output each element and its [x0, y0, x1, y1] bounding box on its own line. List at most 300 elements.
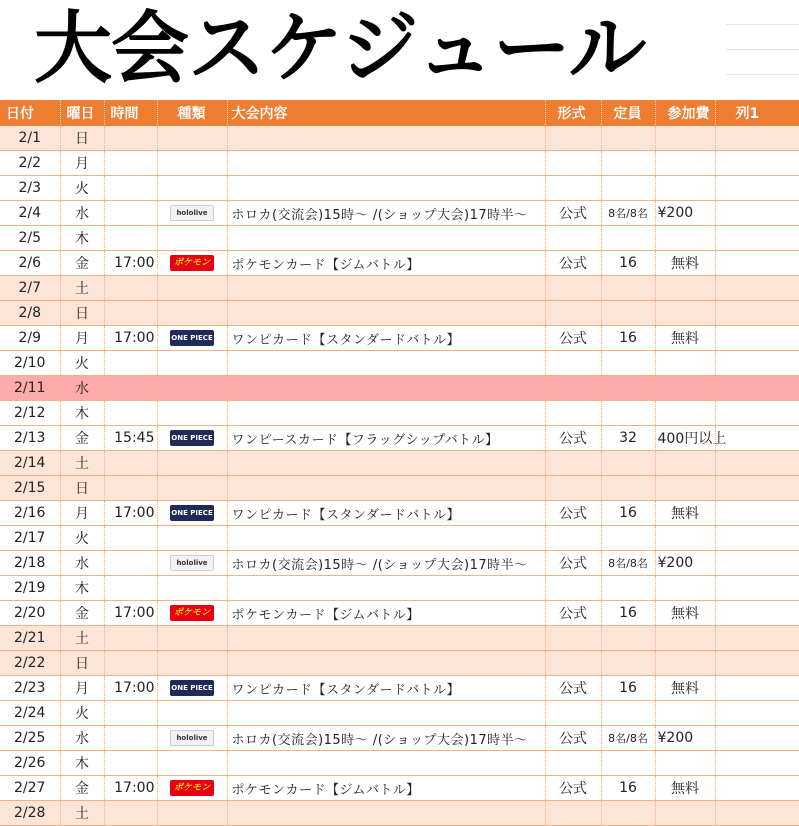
capacity-cell[interactable]: [601, 226, 655, 251]
format-cell[interactable]: [545, 126, 601, 151]
date-cell[interactable]: 2/28: [0, 801, 60, 826]
col1-cell[interactable]: [715, 601, 799, 626]
day-cell[interactable]: 火: [60, 701, 104, 726]
day-cell[interactable]: 土: [60, 276, 104, 301]
content-cell[interactable]: [227, 451, 545, 476]
date-cell[interactable]: 2/12: [0, 401, 60, 426]
content-cell[interactable]: ポケモンカード【ジムバトル】: [227, 601, 545, 626]
type-cell[interactable]: [157, 576, 227, 601]
col1-cell[interactable]: [715, 351, 799, 376]
type-cell[interactable]: [157, 751, 227, 776]
col1-cell[interactable]: [715, 176, 799, 201]
format-cell[interactable]: [545, 701, 601, 726]
content-cell[interactable]: ワンピカード【スタンダードバトル】: [227, 326, 545, 351]
pokemon-logo-icon: ポケモン: [170, 605, 214, 621]
fee-cell[interactable]: 無料: [655, 601, 715, 626]
time-cell[interactable]: [104, 576, 157, 601]
fee-cell[interactable]: ¥200: [655, 551, 715, 576]
date-cell[interactable]: 2/15: [0, 476, 60, 501]
time-cell[interactable]: [104, 626, 157, 651]
time-cell[interactable]: [104, 451, 157, 476]
date-cell[interactable]: 2/1: [0, 126, 60, 151]
time-cell[interactable]: [104, 751, 157, 776]
format-cell[interactable]: 公式: [545, 426, 601, 451]
type-cell[interactable]: [157, 226, 227, 251]
capacity-cell[interactable]: [601, 476, 655, 501]
capacity-cell[interactable]: 32: [601, 426, 655, 451]
type-cell[interactable]: [157, 426, 227, 451]
type-cell[interactable]: [157, 201, 227, 226]
time-cell[interactable]: [104, 526, 157, 551]
format-cell[interactable]: [545, 176, 601, 201]
format-cell[interactable]: [545, 451, 601, 476]
time-cell[interactable]: [104, 351, 157, 376]
col1-cell[interactable]: [715, 576, 799, 601]
col1-cell[interactable]: [715, 726, 799, 751]
day-cell[interactable]: 金: [60, 251, 104, 276]
content-cell[interactable]: [227, 751, 545, 776]
type-cell[interactable]: [157, 801, 227, 826]
time-cell[interactable]: [104, 376, 157, 401]
capacity-cell[interactable]: [601, 751, 655, 776]
format-cell[interactable]: [545, 626, 601, 651]
content-cell[interactable]: [227, 651, 545, 676]
type-cell[interactable]: [157, 526, 227, 551]
day-cell[interactable]: 月: [60, 151, 104, 176]
format-cell[interactable]: 公式: [545, 726, 601, 751]
date-cell[interactable]: 2/4: [0, 201, 60, 226]
time-cell[interactable]: [104, 226, 157, 251]
fee-cell[interactable]: [655, 376, 715, 401]
type-cell[interactable]: [157, 301, 227, 326]
content-cell[interactable]: [227, 801, 545, 826]
time-cell[interactable]: [104, 301, 157, 326]
table-row: [0, 701, 799, 726]
table-row: [0, 776, 799, 801]
col1-cell[interactable]: [715, 401, 799, 426]
type-cell[interactable]: [157, 176, 227, 201]
table-row: [0, 176, 799, 201]
table-row: [0, 651, 799, 676]
type-cell[interactable]: [157, 501, 227, 526]
capacity-cell[interactable]: 16: [601, 601, 655, 626]
fee-cell[interactable]: [655, 176, 715, 201]
date-cell[interactable]: 2/21: [0, 626, 60, 651]
day-cell[interactable]: 日: [60, 651, 104, 676]
time-cell[interactable]: [104, 801, 157, 826]
format-cell[interactable]: [545, 476, 601, 501]
col1-cell[interactable]: [715, 651, 799, 676]
day-cell[interactable]: 土: [60, 626, 104, 651]
time-cell[interactable]: 17:00: [104, 776, 157, 801]
date-cell[interactable]: 2/18: [0, 551, 60, 576]
type-cell[interactable]: [157, 276, 227, 301]
day-cell[interactable]: 土: [60, 451, 104, 476]
type-cell[interactable]: [157, 351, 227, 376]
table-row: [0, 626, 799, 651]
date-cell[interactable]: 2/2: [0, 151, 60, 176]
content-cell[interactable]: [227, 376, 545, 401]
day-cell[interactable]: 日: [60, 476, 104, 501]
content-cell[interactable]: [227, 226, 545, 251]
table-row: [0, 301, 799, 326]
col1-cell[interactable]: [715, 626, 799, 651]
day-cell[interactable]: 木: [60, 751, 104, 776]
date-cell[interactable]: 2/14: [0, 451, 60, 476]
content-cell[interactable]: [227, 401, 545, 426]
table-row: [0, 601, 799, 626]
fee-cell[interactable]: [655, 801, 715, 826]
capacity-cell[interactable]: [601, 451, 655, 476]
col1-cell[interactable]: [715, 676, 799, 701]
content-cell[interactable]: [227, 701, 545, 726]
time-cell[interactable]: [104, 551, 157, 576]
header-col1[interactable]: 列1: [715, 100, 799, 126]
format-cell[interactable]: 公式: [545, 201, 601, 226]
format-cell[interactable]: [545, 301, 601, 326]
type-cell[interactable]: [157, 651, 227, 676]
table-row: [0, 276, 799, 301]
format-cell[interactable]: 公式: [545, 501, 601, 526]
capacity-cell[interactable]: [601, 176, 655, 201]
table-row: [0, 526, 799, 551]
date-cell[interactable]: 2/11: [0, 376, 60, 401]
schedule-table: [0, 100, 799, 826]
table-row: [0, 426, 799, 451]
capacity-cell[interactable]: [601, 151, 655, 176]
type-cell[interactable]: [157, 601, 227, 626]
col1-cell[interactable]: [715, 551, 799, 576]
time-cell[interactable]: [104, 176, 157, 201]
date-cell[interactable]: 2/17: [0, 526, 60, 551]
format-cell[interactable]: [545, 801, 601, 826]
format-cell[interactable]: [545, 226, 601, 251]
content-cell[interactable]: ホロカ(交流会)15時～ /(ショップ大会)17時半～: [227, 201, 545, 226]
pokemon-logo-icon: ポケモン: [170, 780, 214, 796]
fee-cell[interactable]: [655, 626, 715, 651]
type-cell[interactable]: [157, 676, 227, 701]
fee-cell[interactable]: [655, 126, 715, 151]
type-cell[interactable]: [157, 626, 227, 651]
date-cell[interactable]: 2/8: [0, 301, 60, 326]
fee-cell[interactable]: [655, 151, 715, 176]
capacity-cell[interactable]: [601, 526, 655, 551]
fee-cell[interactable]: 無料: [655, 251, 715, 276]
col1-cell[interactable]: [715, 776, 799, 801]
time-cell[interactable]: [104, 726, 157, 751]
content-cell[interactable]: [227, 351, 545, 376]
day-cell[interactable]: 水: [60, 726, 104, 751]
type-cell[interactable]: [157, 251, 227, 276]
content-cell[interactable]: [227, 301, 545, 326]
date-cell[interactable]: 2/26: [0, 751, 60, 776]
day-cell[interactable]: 日: [60, 301, 104, 326]
time-cell[interactable]: [104, 201, 157, 226]
content-cell[interactable]: [227, 126, 545, 151]
time-cell[interactable]: 17:00: [104, 501, 157, 526]
table-row: [0, 226, 799, 251]
format-cell[interactable]: 公式: [545, 326, 601, 351]
format-cell[interactable]: [545, 151, 601, 176]
content-cell[interactable]: [227, 626, 545, 651]
day-cell[interactable]: 木: [60, 576, 104, 601]
holo-logo-icon: hololive: [170, 730, 214, 746]
day-cell[interactable]: 木: [60, 226, 104, 251]
content-cell[interactable]: ポケモンカード【ジムバトル】: [227, 251, 545, 276]
fee-cell[interactable]: [655, 451, 715, 476]
col1-cell[interactable]: [715, 476, 799, 501]
day-cell[interactable]: 金: [60, 776, 104, 801]
col1-cell[interactable]: [715, 501, 799, 526]
time-cell[interactable]: [104, 401, 157, 426]
date-cell[interactable]: 2/24: [0, 701, 60, 726]
type-cell[interactable]: [157, 776, 227, 801]
table-row: [0, 801, 799, 826]
content-cell[interactable]: ポケモンカード【ジムバトル】: [227, 776, 545, 801]
col1-cell[interactable]: [715, 451, 799, 476]
table-row: [0, 401, 799, 426]
col1-cell[interactable]: [715, 151, 799, 176]
format-cell[interactable]: [545, 576, 601, 601]
time-cell[interactable]: [104, 276, 157, 301]
header-content[interactable]: 大会内容: [227, 100, 545, 126]
capacity-cell[interactable]: [601, 651, 655, 676]
date-cell[interactable]: 2/3: [0, 176, 60, 201]
capacity-cell[interactable]: [601, 626, 655, 651]
type-cell[interactable]: [157, 126, 227, 151]
day-cell[interactable]: 月: [60, 676, 104, 701]
capacity-cell[interactable]: [601, 701, 655, 726]
col1-cell[interactable]: [715, 426, 799, 451]
fee-cell[interactable]: [655, 701, 715, 726]
col1-cell[interactable]: [715, 126, 799, 151]
time-cell[interactable]: 17:00: [104, 601, 157, 626]
header-format[interactable]: 形式: [545, 100, 601, 126]
format-cell[interactable]: [545, 376, 601, 401]
fee-cell[interactable]: ¥200: [655, 201, 715, 226]
day-cell[interactable]: 火: [60, 351, 104, 376]
day-cell[interactable]: 木: [60, 401, 104, 426]
format-cell[interactable]: 公式: [545, 251, 601, 276]
fee-cell[interactable]: [655, 576, 715, 601]
table-row: [0, 751, 799, 776]
table-row: [0, 551, 799, 576]
time-cell[interactable]: [104, 476, 157, 501]
capacity-cell[interactable]: 16: [601, 326, 655, 351]
time-cell[interactable]: 17:00: [104, 326, 157, 351]
time-cell[interactable]: 15:45: [104, 426, 157, 451]
fee-cell[interactable]: [655, 651, 715, 676]
fee-cell[interactable]: [655, 751, 715, 776]
table-row: [0, 251, 799, 276]
type-cell[interactable]: [157, 151, 227, 176]
fee-cell[interactable]: [655, 351, 715, 376]
table-row: [0, 126, 799, 151]
capacity-cell[interactable]: 16: [601, 251, 655, 276]
onepiece-logo-icon: ONE PIECE: [170, 680, 214, 696]
col1-cell[interactable]: [715, 301, 799, 326]
holo-logo-icon: hololive: [170, 205, 214, 221]
type-cell[interactable]: [157, 376, 227, 401]
fee-cell[interactable]: [655, 526, 715, 551]
capacity-cell[interactable]: 16: [601, 501, 655, 526]
content-cell[interactable]: ワンピースカード【フラッグシップバトル】: [227, 426, 545, 451]
fee-cell[interactable]: [655, 476, 715, 501]
table-row: [0, 326, 799, 351]
table-row: [0, 576, 799, 601]
col1-cell[interactable]: [715, 326, 799, 351]
sheet-gridlines: [726, 0, 799, 98]
fee-cell[interactable]: ¥200: [655, 726, 715, 751]
type-cell[interactable]: [157, 701, 227, 726]
page-title: 大会スケジュール: [34, 4, 646, 94]
format-cell[interactable]: [545, 401, 601, 426]
header-fee[interactable]: 参加費: [655, 100, 715, 126]
fee-cell[interactable]: 無料: [655, 776, 715, 801]
date-cell[interactable]: 2/23: [0, 676, 60, 701]
date-cell[interactable]: 2/7: [0, 276, 60, 301]
day-cell[interactable]: 月: [60, 501, 104, 526]
day-cell[interactable]: 水: [60, 551, 104, 576]
content-cell[interactable]: [227, 176, 545, 201]
header-time[interactable]: 時間: [104, 100, 157, 126]
day-cell[interactable]: 金: [60, 426, 104, 451]
col1-cell[interactable]: [715, 226, 799, 251]
type-cell[interactable]: [157, 451, 227, 476]
date-cell[interactable]: 2/5: [0, 226, 60, 251]
table-row: [0, 501, 799, 526]
date-cell[interactable]: 2/25: [0, 726, 60, 751]
table-row: [0, 451, 799, 476]
format-cell[interactable]: [545, 526, 601, 551]
type-cell[interactable]: [157, 401, 227, 426]
col1-cell[interactable]: [715, 701, 799, 726]
fee-cell[interactable]: [655, 301, 715, 326]
date-cell[interactable]: 2/10: [0, 351, 60, 376]
date-cell[interactable]: 2/20: [0, 601, 60, 626]
day-cell[interactable]: 金: [60, 601, 104, 626]
col1-cell[interactable]: [715, 751, 799, 776]
header-type[interactable]: 種類: [157, 100, 227, 126]
capacity-cell[interactable]: 8名/8名: [601, 551, 655, 576]
capacity-cell[interactable]: [601, 301, 655, 326]
table-row: [0, 151, 799, 176]
table-row: [0, 676, 799, 701]
onepiece-logo-icon: ONE PIECE: [170, 430, 214, 446]
time-cell[interactable]: 17:00: [104, 676, 157, 701]
table-row: [0, 201, 799, 226]
header-capacity[interactable]: 定員: [601, 100, 655, 126]
table-row: [0, 726, 799, 751]
date-cell[interactable]: 2/19: [0, 576, 60, 601]
date-cell[interactable]: 2/16: [0, 501, 60, 526]
day-cell[interactable]: 火: [60, 526, 104, 551]
format-cell[interactable]: 公式: [545, 601, 601, 626]
type-cell[interactable]: [157, 326, 227, 351]
fee-cell[interactable]: [655, 276, 715, 301]
time-cell[interactable]: [104, 651, 157, 676]
capacity-cell[interactable]: [601, 276, 655, 301]
type-cell[interactable]: [157, 476, 227, 501]
fee-cell[interactable]: 無料: [655, 501, 715, 526]
col1-cell[interactable]: [715, 376, 799, 401]
content-cell[interactable]: ワンピカード【スタンダードバトル】: [227, 676, 545, 701]
pokemon-logo-icon: ポケモン: [170, 255, 214, 271]
content-cell[interactable]: [227, 576, 545, 601]
onepiece-logo-icon: ONE PIECE: [170, 505, 214, 521]
header-date[interactable]: 日付: [0, 100, 60, 126]
format-cell[interactable]: [545, 276, 601, 301]
capacity-cell[interactable]: 8名/8名: [601, 726, 655, 751]
format-cell[interactable]: [545, 751, 601, 776]
capacity-cell[interactable]: [601, 401, 655, 426]
time-cell[interactable]: [104, 126, 157, 151]
date-cell[interactable]: 2/13: [0, 426, 60, 451]
time-cell[interactable]: [104, 151, 157, 176]
day-cell[interactable]: 日: [60, 126, 104, 151]
col1-cell[interactable]: [715, 801, 799, 826]
col1-cell[interactable]: [715, 526, 799, 551]
fee-cell[interactable]: 無料: [655, 326, 715, 351]
time-cell[interactable]: 17:00: [104, 251, 157, 276]
day-cell[interactable]: 水: [60, 376, 104, 401]
capacity-cell[interactable]: [601, 801, 655, 826]
capacity-cell[interactable]: [601, 126, 655, 151]
day-cell[interactable]: 月: [60, 326, 104, 351]
fee-cell[interactable]: 無料: [655, 676, 715, 701]
fee-cell[interactable]: 400円以上: [655, 426, 715, 451]
fee-cell[interactable]: [655, 401, 715, 426]
col1-cell[interactable]: [715, 276, 799, 301]
onepiece-logo-icon: ONE PIECE: [170, 330, 214, 346]
date-cell[interactable]: 2/6: [0, 251, 60, 276]
capacity-cell[interactable]: 16: [601, 676, 655, 701]
format-cell[interactable]: [545, 651, 601, 676]
capacity-cell[interactable]: [601, 376, 655, 401]
capacity-cell[interactable]: [601, 351, 655, 376]
content-cell[interactable]: [227, 476, 545, 501]
day-cell[interactable]: 火: [60, 176, 104, 201]
capacity-cell[interactable]: 8名/8名: [601, 201, 655, 226]
format-cell[interactable]: [545, 351, 601, 376]
format-cell[interactable]: 公式: [545, 676, 601, 701]
header-day[interactable]: 曜日: [60, 100, 104, 126]
fee-cell[interactable]: [655, 226, 715, 251]
time-cell[interactable]: [104, 701, 157, 726]
content-cell[interactable]: ワンピカード【スタンダードバトル】: [227, 501, 545, 526]
type-cell[interactable]: [157, 726, 227, 751]
col1-cell[interactable]: [715, 251, 799, 276]
date-cell[interactable]: 2/27: [0, 776, 60, 801]
day-cell[interactable]: 土: [60, 801, 104, 826]
holo-logo-icon: hololive: [170, 555, 214, 571]
type-cell[interactable]: [157, 551, 227, 576]
format-cell[interactable]: 公式: [545, 776, 601, 801]
content-cell[interactable]: ホロカ(交流会)15時～ /(ショップ大会)17時半～: [227, 726, 545, 751]
capacity-cell[interactable]: [601, 576, 655, 601]
content-cell[interactable]: [227, 151, 545, 176]
day-cell[interactable]: 水: [60, 201, 104, 226]
date-cell[interactable]: 2/22: [0, 651, 60, 676]
format-cell[interactable]: 公式: [545, 551, 601, 576]
schedule-body: [0, 126, 799, 826]
content-cell[interactable]: ホロカ(交流会)15時～ /(ショップ大会)17時半～: [227, 551, 545, 576]
content-cell[interactable]: [227, 276, 545, 301]
col1-cell[interactable]: [715, 201, 799, 226]
content-cell[interactable]: [227, 526, 545, 551]
date-cell[interactable]: 2/9: [0, 326, 60, 351]
capacity-cell[interactable]: 16: [601, 776, 655, 801]
